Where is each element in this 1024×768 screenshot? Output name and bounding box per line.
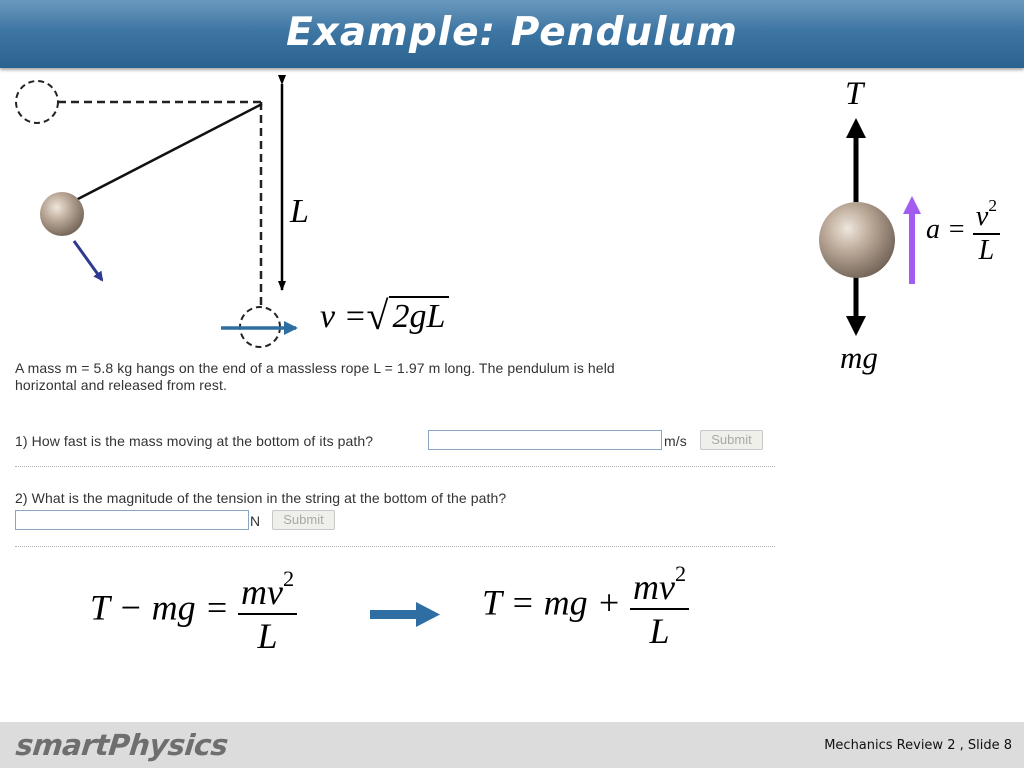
problem-statement-line-2: horizontal and released from rest. <box>15 377 227 393</box>
question-1-submit-button[interactable]: Submit <box>700 430 763 450</box>
weight-arrowhead <box>846 316 866 336</box>
question-2-unit: N <box>250 513 261 529</box>
slide-title: Example: Pendulum <box>286 10 738 55</box>
eq1-denominator: L <box>257 615 278 656</box>
implies-arrow-shaft <box>370 610 418 619</box>
separator <box>15 546 775 547</box>
velocity-eq-radicand: 2gL <box>389 296 450 335</box>
question-2-submit-button[interactable]: Submit <box>272 510 335 530</box>
accel-numerator: $v^2$ <box>973 196 1000 235</box>
pendulum-ball <box>40 192 84 236</box>
eq1-fraction <box>238 566 297 657</box>
acceleration-arrowhead <box>903 196 921 214</box>
accel-eq-lhs: a = <box>926 213 966 245</box>
separator <box>15 466 775 467</box>
sqrt-symbol: √ <box>366 293 389 338</box>
tension-arrowhead <box>846 118 866 138</box>
eq2-fraction <box>630 561 689 652</box>
start-position-circle <box>16 81 58 123</box>
eq2-numerator: $mv^2$ <box>630 561 689 610</box>
pendulum-rope <box>76 104 262 200</box>
question-2-answer-input[interactable] <box>15 510 249 530</box>
tension-equation-1 <box>90 566 297 657</box>
question-2-text: 2) What is the magnitude of the tension in the string at the bottom of the path? <box>15 490 507 506</box>
problem-statement-line-1: A mass m = 5.8 kg hangs on the end of a massless rope L = 1.97 m long. The pendulum is held <box>15 360 615 376</box>
eq2-lhs: T = mg + <box>482 582 621 623</box>
title-bar <box>0 0 1024 68</box>
free-body-ball <box>819 202 895 278</box>
implies-arrow <box>370 600 442 630</box>
question-1-answer-input[interactable] <box>428 430 662 450</box>
weight-label: mg <box>840 340 878 375</box>
accel-denominator: L <box>978 234 995 266</box>
eq2-denominator: L <box>649 610 670 651</box>
implies-arrowhead <box>416 602 440 627</box>
footer-bar <box>0 722 1024 768</box>
eq1-numerator: $mv^2$ <box>238 566 297 615</box>
acceleration-equation <box>926 196 1000 267</box>
smartphysics-logo: smartPhysics <box>14 728 230 762</box>
eq1-lhs: T − mg = <box>90 587 229 628</box>
velocity-eq-lhs: v = <box>320 298 367 335</box>
tension-equation-2 <box>482 561 689 652</box>
tension-label: T <box>845 76 864 112</box>
slide-info: Mechanics Review 2 , Slide 8 <box>824 738 1012 753</box>
accel-fraction <box>973 196 1000 267</box>
velocity-equation <box>320 292 449 339</box>
question-1-unit: m/s <box>664 433 687 449</box>
question-1-text: 1) How fast is the mass moving at the bottom of its path? <box>15 433 374 449</box>
length-label: L <box>290 193 309 230</box>
velocity-direction-arrow <box>74 241 102 280</box>
